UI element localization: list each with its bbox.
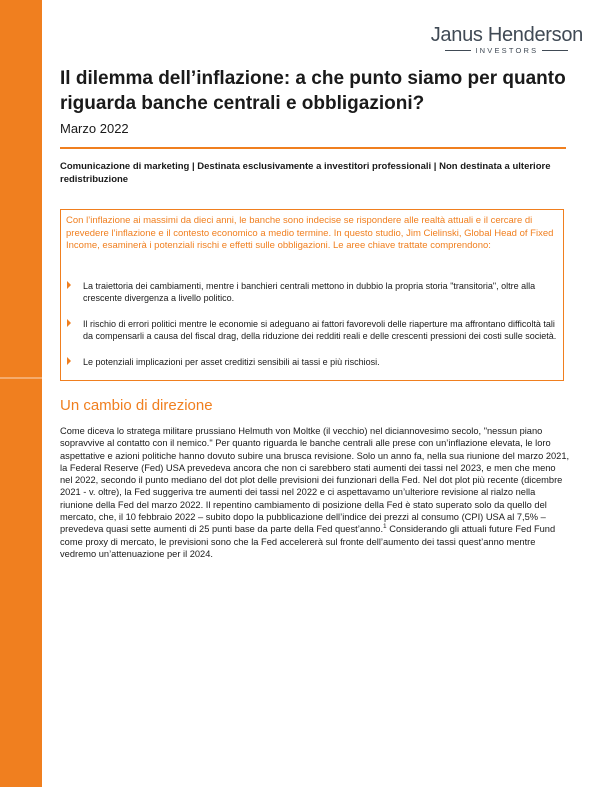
side-bar-mark [0,377,42,379]
bullet-text: La traiettoria dei cambiamenti, mentre i banchieri centrali mettono in dubbio la propria storia "transitoria", oltre alla crescente divergenza a livello politico. [83,281,536,303]
side-accent-bar [0,0,42,787]
page-title: Il dilemma dell’inflazione: a che punto siamo per quanto riguarda banche centrali e obbligazioni? [60,68,566,114]
bullet-arrow-icon [67,319,71,327]
section-heading: Un cambio di direzione [60,397,213,414]
list-item [67,318,557,342]
bullet-arrow-icon [67,357,71,365]
section-body [60,425,570,560]
body-text-part1: Come diceva lo stratega militare prussiano Helmuth von Moltke (il vecchio) nel diciannovesimo secolo, "nessun piano sopravvive al contatto con il nemico." Per quanto riguarda le banche centrali alle prese con un’inflazione elevata, le loro aspettative e azioni politiche hanno dovuto subire una brusca revisione. Solo un anno fa, nella sua riunione del marzo 2021, la Federal Reserve (Fed) USA prevedeva ancora che non ci sarebbero stati aumenti dei tassi nel 2023, e men che meno nel 2022, secondo il punto mediano del dot plot delle previsioni dei funzionari della Fed. Nel dot plot più recente (dicembre 2021 - v. oltre), la Fed suggeriva tre aumenti dei tassi nel 2022 e ci aspettavamo un’ulteriore revisione al rialzo nella riunione della Fed del marzo 2022. Il repentino cambiamento di posizione della Fed è stato superato solo da quello del mercato, che, il 10 febbraio 2022 – subito dopo la pubblicazione dell’indice dei prezzi al consumo (CPI) USA al 7,5% – prevedeva quasi sette aumenti di 25 punti base da parte della Fed quest’anno. [60,426,570,535]
key-points-list [67,280,557,382]
footnote-marker[interactable]: 1 [383,523,387,531]
brand-tagline-row [431,46,583,55]
publication-date: Marzo 2022 [60,121,129,136]
tagline-rule-right [542,50,568,51]
bullet-text: Le potenziali implicazioni per asset creditizi sensibili ai tassi e più rischiosi. [83,357,380,367]
marketing-disclaimer: Comunicazione di marketing | Destinata esclusivamente a investitori professionali | Non destinata a ulteriore redistribuzione [60,161,551,185]
bullet-arrow-icon [67,281,71,289]
brand-name: Janus Henderson [430,24,583,46]
brand-tagline: INVESTORS [475,46,539,55]
list-item [67,280,557,304]
list-item [67,356,557,368]
intro-text: Con l’inflazione ai massimi da dieci anni, le banche sono indecise se rispondere alle realtà attuali e il cercare di prevedere l’inflazione e il contesto economico a medio termine. In questo studio, Jim Cielinski, Global Head of Fixed Income, esaminerà i potenziali rischi e effetti sulle obbligazioni. Le aree chiave trattate comprendono: [66,215,554,251]
brand-logo [431,24,583,55]
title-divider [60,147,566,149]
body-text-part2: Considerando gli attuali future Fed Fund come proxy di mercato, le previsioni sono che la Fed accelererà sul fronte dell’aumento dei tassi quest’anno mentre vedremo un’attenuazione per il 2024. [60,524,556,559]
tagline-rule-left [445,50,471,51]
bullet-text: Il rischio di errori politici mentre le economie si adeguano ai fattori favorevoli delle riaperture ma affrontano difficoltà tali da compensarli a causa del fiscal drag, della riduzione dei redditi reali e delle crescenti pressioni dei costi sulle società. [83,319,557,341]
